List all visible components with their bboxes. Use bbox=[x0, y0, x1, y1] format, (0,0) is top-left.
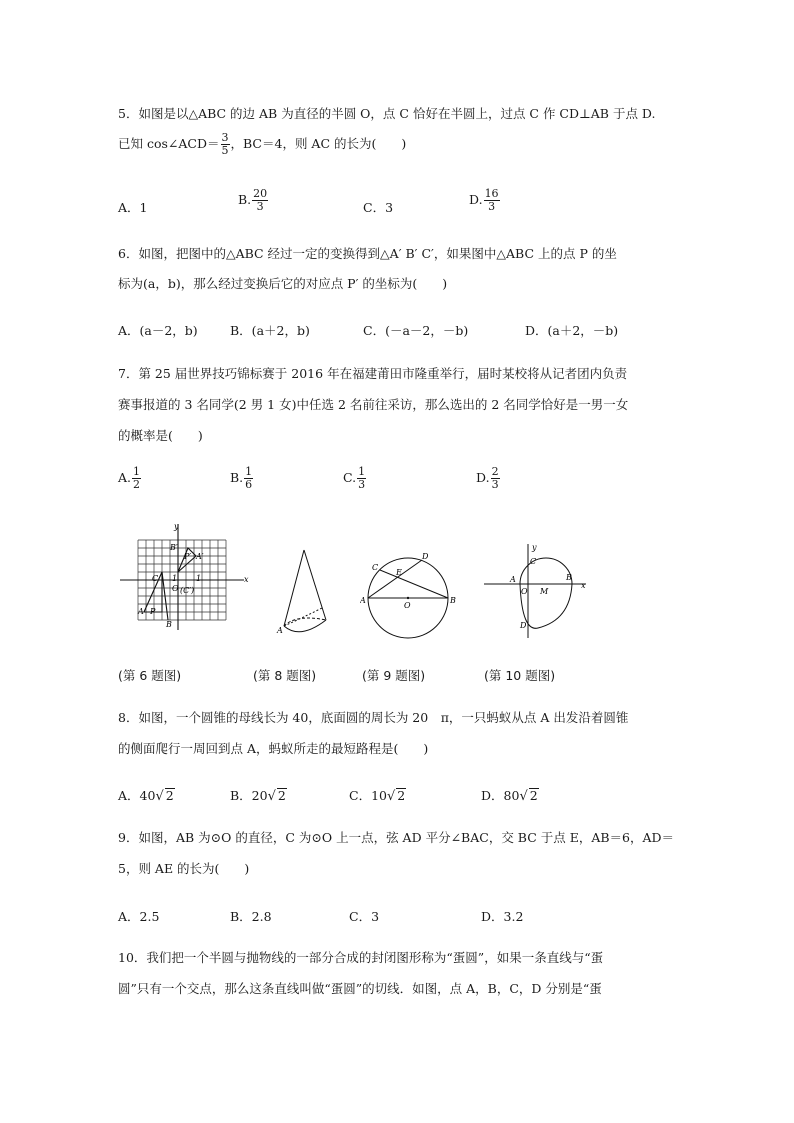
fig6-label-y: y bbox=[174, 522, 179, 531]
fig9-label-c: C bbox=[372, 563, 379, 572]
q8-option-c bbox=[349, 786, 406, 804]
q7-option-d-den: 3 bbox=[491, 478, 499, 491]
fig9-label-e: E bbox=[396, 568, 402, 577]
q8-option-b bbox=[230, 786, 287, 804]
fig10-label-y: y bbox=[532, 543, 537, 552]
q6-line2: 标为(a，b)，那么经过变换后它的对应点 P′ 的坐标为( ) bbox=[118, 276, 448, 291]
q5-option-b bbox=[238, 188, 269, 213]
q5-option-d bbox=[469, 188, 501, 213]
q8-option-d-label: D．80 bbox=[481, 788, 520, 803]
q5-option-d-num: 16 bbox=[484, 187, 499, 200]
q6-line1: 6．如图，把图中的△ABC 经过一定的变换得到△A′ B′ C′，如果图中△ABC 上的点 P 的坐 bbox=[118, 246, 617, 261]
q8-option-a-label: A．40 bbox=[118, 788, 156, 803]
q7-option-a-label: A. bbox=[118, 470, 132, 485]
fig9-label-d: D bbox=[422, 552, 429, 561]
fig10-label-x: x bbox=[581, 581, 586, 590]
q7-option-a-fraction bbox=[132, 466, 141, 491]
q7-option-a bbox=[118, 466, 142, 491]
q7-option-d bbox=[476, 466, 501, 491]
fig6-label-p: P bbox=[150, 607, 156, 616]
q5-option-b-fraction bbox=[252, 188, 268, 213]
q8-option-a bbox=[118, 786, 175, 804]
q7-option-a-num: 1 bbox=[133, 465, 141, 478]
q8-option-b-radicand: 2 bbox=[277, 788, 286, 803]
q9-line1: 9．如图，AB 为⊙O 的直径，C 为⊙O 上一点，弦 AD 平分∠BAC，交 BC 于点 E，AB＝6，AD＝ bbox=[118, 830, 675, 845]
fig6-label-a-prime: A′ bbox=[196, 552, 204, 561]
fig9-center-dot bbox=[407, 597, 409, 599]
q10-line1: 10．我们把一个半圆与抛物线的一部分合成的封闭图形称为“蛋圆”，如果一条直线与“蛋 bbox=[118, 950, 604, 965]
fig9-label-o: O bbox=[404, 601, 411, 610]
figure-9-circle bbox=[360, 548, 464, 640]
fig6-label-c-prime: (C′) bbox=[180, 586, 195, 595]
q5-option-b-den: 3 bbox=[256, 200, 264, 213]
q9-line2: 5，则 AE 的长为( ) bbox=[118, 861, 250, 876]
sqrt-icon: √ bbox=[519, 789, 528, 804]
fig6-label-p-prime: P′ bbox=[184, 552, 192, 561]
fig6-label-x: x bbox=[244, 575, 249, 584]
q7-line3: 的概率是( ) bbox=[118, 428, 203, 443]
q5-line2-post: ，BC＝4，则 AC 的长为( ) bbox=[230, 136, 407, 151]
q7-option-c-fraction bbox=[357, 466, 366, 491]
q5-option-b-label: B. bbox=[238, 192, 252, 207]
q7-option-b-label: B. bbox=[230, 470, 244, 485]
q7-line1: 7．第 25 届世界技巧锦标赛于 2016 年在福建莆田市隆重举行，届时某校将从记者团内负责 bbox=[118, 366, 628, 381]
q7-option-d-label: D. bbox=[476, 470, 490, 485]
q8-option-c-label: C．10 bbox=[349, 788, 387, 803]
q9-option-a: A．2.5 bbox=[118, 909, 160, 924]
fig6-label-one-a: 1 bbox=[172, 574, 178, 583]
q5-line2 bbox=[118, 132, 406, 157]
q7-option-d-num: 2 bbox=[491, 465, 499, 478]
q7-line2: 赛事报道的 3 名同学(2 男 1 女)中任选 2 名前往采访，那么选出的 2 名同学恰好是一男一女 bbox=[118, 397, 629, 412]
fig10-label-a: A bbox=[510, 575, 516, 584]
q8-option-c-radicand: 2 bbox=[397, 788, 406, 803]
q6-option-a: A．(a－2，b) bbox=[118, 323, 198, 338]
q6-option-b: B．(a＋2，b) bbox=[230, 323, 310, 338]
q5-option-a: A．1 bbox=[118, 200, 148, 215]
q8-option-a-radicand: 2 bbox=[165, 788, 174, 803]
q9-option-d: D．3.2 bbox=[481, 909, 524, 924]
fig10-label-b: B bbox=[566, 573, 572, 582]
sqrt-icon: √ bbox=[386, 789, 396, 804]
fig10-label-m: M bbox=[540, 587, 549, 596]
q8-line2: 的侧面爬行一周回到点 A，蚂蚁所走的最短路程是( ) bbox=[118, 741, 429, 756]
figure-8-cone bbox=[276, 548, 340, 640]
q7-option-a-den: 2 bbox=[133, 478, 141, 491]
fig6-label-a: A bbox=[138, 607, 144, 616]
caption-figure-6: (第 6 题图) bbox=[118, 668, 182, 683]
q5-option-c: C．3 bbox=[363, 200, 394, 215]
q8-option-d bbox=[481, 786, 539, 804]
caption-figure-10: (第 10 题图) bbox=[484, 668, 556, 683]
q8-option-b-label: B．20 bbox=[230, 788, 268, 803]
q7-option-b-num: 1 bbox=[245, 465, 253, 478]
fig9-label-a: A bbox=[360, 596, 366, 605]
q6-option-c: C．(－a－2，－b) bbox=[363, 323, 469, 338]
figure-10-egg-circle bbox=[480, 540, 590, 640]
q9-option-c: C．3 bbox=[349, 909, 380, 924]
fig6-label-one-b: 1 bbox=[196, 574, 202, 583]
q5-line1: 5．如图是以△ABC 的边 AB 为直径的半圆 O，点 C 恰好在半圆上，过点 C 作 CD⊥AB 于点 D. bbox=[118, 106, 656, 121]
caption-figure-8: (第 8 题图) bbox=[253, 668, 317, 683]
q5-option-b-num: 20 bbox=[253, 187, 268, 200]
q5-cos-den: 5 bbox=[221, 144, 229, 157]
sqrt-icon: √ bbox=[267, 789, 276, 804]
q5-option-d-den: 3 bbox=[488, 200, 496, 213]
q7-option-c-den: 3 bbox=[358, 478, 366, 491]
q7-option-c-num: 1 bbox=[358, 465, 366, 478]
fig6-label-b: B bbox=[166, 620, 172, 629]
q10-line2: 圆”只有一个交点，那么这条直线叫做“蛋圆”的切线．如图，点 A，B，C，D 分别是“蛋 bbox=[118, 981, 602, 996]
fig6-label-c: C bbox=[152, 574, 159, 583]
q7-option-b bbox=[230, 466, 254, 491]
q5-option-d-label: D. bbox=[469, 192, 483, 207]
fig10-label-d: D bbox=[520, 621, 527, 630]
q9-option-b: B．2.8 bbox=[230, 909, 272, 924]
fig6-label-b-prime: B′ bbox=[170, 543, 178, 552]
q7-option-c bbox=[343, 466, 367, 491]
sqrt-icon: √ bbox=[155, 789, 164, 804]
fig6-label-o: O bbox=[172, 584, 179, 593]
q6-option-d: D．(a＋2，－b) bbox=[525, 323, 619, 338]
fig9-label-b: B bbox=[450, 596, 456, 605]
q8-option-d-radicand: 2 bbox=[529, 788, 538, 803]
q5-cos-num: 3 bbox=[221, 131, 229, 144]
q8-line1: 8．如图，一个圆锥的母线长为 40，底面圆的周长为 20 π，一只蚂蚁从点 A 出发沿着圆锥 bbox=[118, 710, 629, 725]
q7-option-b-den: 6 bbox=[245, 478, 253, 491]
q7-option-b-fraction bbox=[244, 466, 253, 491]
fig10-label-c: C bbox=[530, 557, 537, 566]
q7-option-c-label: C. bbox=[343, 470, 357, 485]
fig10-label-o: O bbox=[521, 587, 528, 596]
fig8-label-a: A bbox=[277, 626, 283, 635]
caption-figure-9: (第 9 题图) bbox=[362, 668, 426, 683]
q5-line2-pre: 已知 cos∠ACD＝ bbox=[118, 136, 220, 151]
q5-cos-fraction bbox=[221, 132, 230, 157]
q5-option-d-fraction bbox=[484, 188, 500, 213]
figure-6-grid bbox=[116, 520, 254, 635]
q7-option-d-fraction bbox=[491, 466, 500, 491]
